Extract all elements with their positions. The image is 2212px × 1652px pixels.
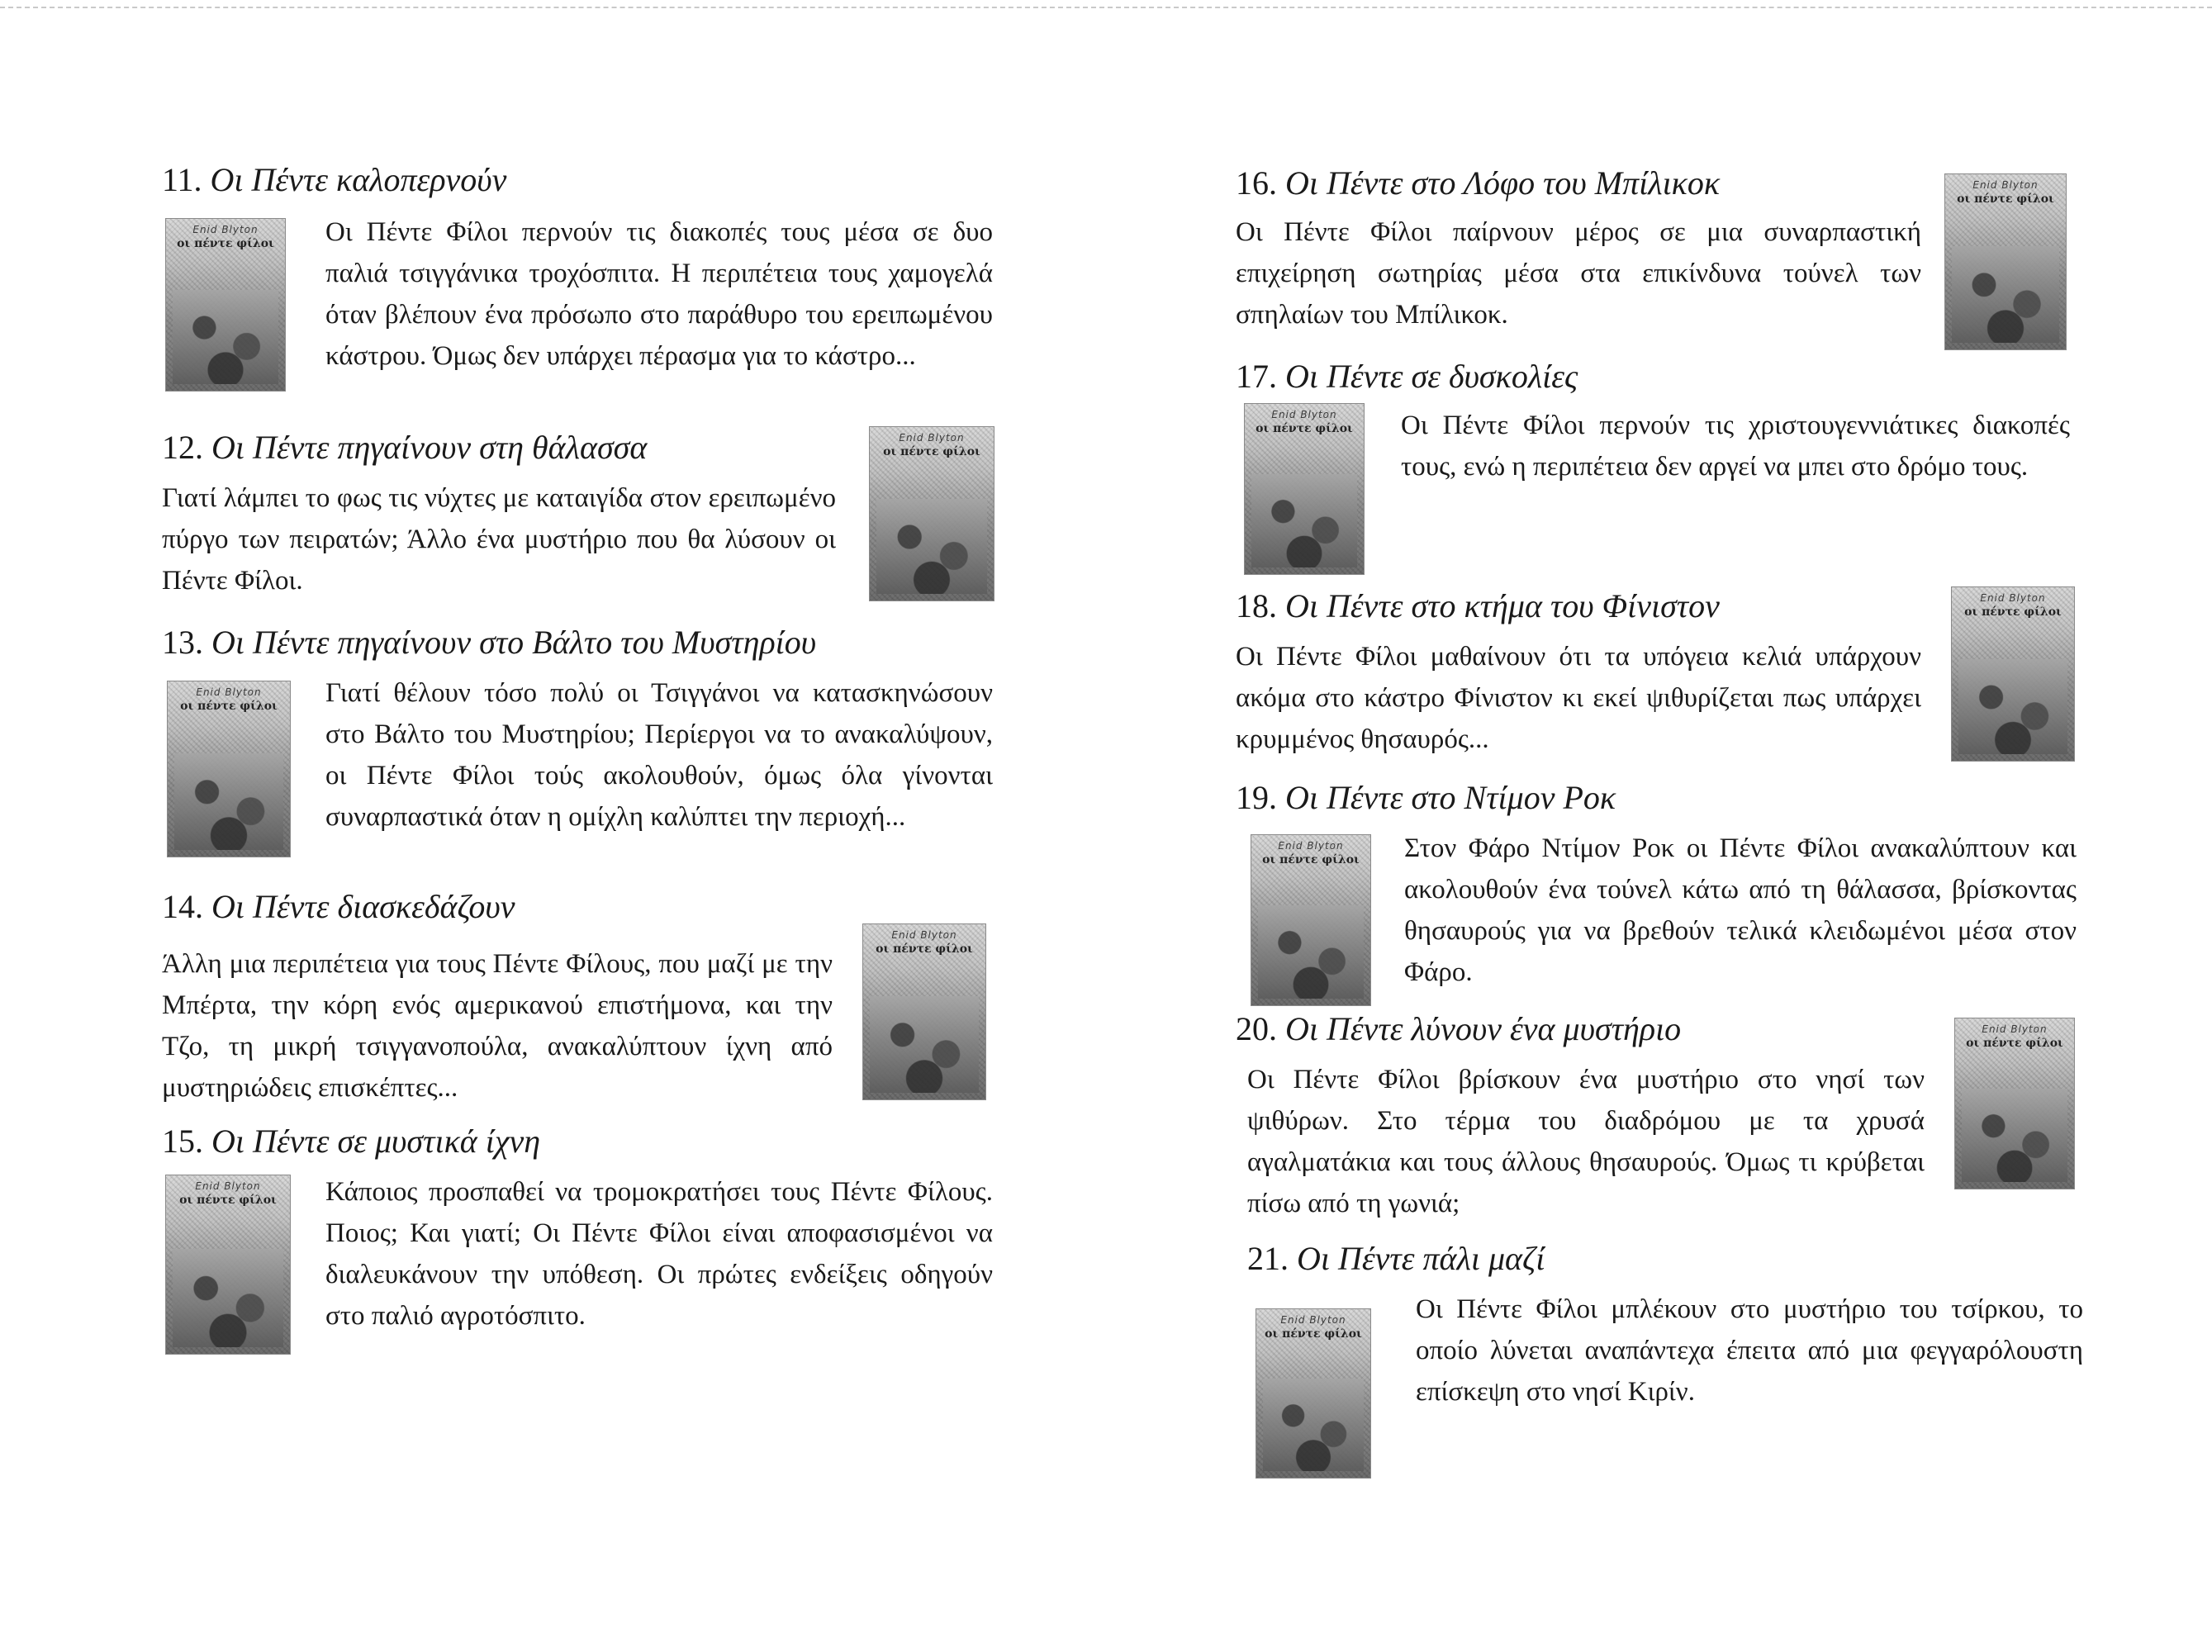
cover-series-name: οι πέντε φίλοι [1265, 1327, 1362, 1341]
book-number: 12. [162, 429, 203, 466]
cover-brand-logo: Enid Blyton [1271, 409, 1337, 420]
book-title-text: Οι Πέντε καλοπερνούν [210, 161, 507, 198]
book-entry-15 [162, 1122, 1037, 1370]
book-description: Οι Πέντε Φίλοι παίρνουν μέρος σε μια συναρπαστική επιχείρηση σωτηρίας μέσα στα επικίνδυνα τούνελ των σπηλαίων του Μπίλικοκ. [1236, 217, 1921, 330]
scan-top-edge [0, 7, 2212, 8]
book-title-text: Οι Πέντε πηγαίνουν στη θάλασσα [211, 429, 648, 466]
cover-brand-logo: Enid Blyton [1980, 592, 2046, 604]
cover-series-name: οι πέντε φίλοι [876, 942, 973, 956]
book-entry-14 [162, 887, 1037, 1102]
book-number: 17. [1236, 358, 1277, 395]
book-cover-image [1944, 173, 2067, 350]
book-title-text: Οι Πέντε στο Ντίμον Ροκ [1285, 779, 1616, 816]
cover-illustration [870, 996, 979, 1093]
book-description: Γιατί λάμπει το φως τις νύχτες με καταιγίδα στον ερειπωμένο πύργο των πειρατών; Άλλο ένα μυστήριο που θα λύσουν οι Πέντε Φίλοι. [162, 483, 836, 596]
cover-illustration [1962, 1089, 2067, 1182]
book-title [162, 1122, 540, 1161]
cover-illustration [1263, 1379, 1364, 1471]
book-title-text: Οι Πέντε σε μυστικά ίχνη [211, 1123, 541, 1160]
cover-brand-logo: Enid Blyton [192, 224, 259, 235]
cover-illustration [1251, 474, 1357, 567]
book-cover-image [869, 426, 994, 601]
book-number: 14. [162, 888, 203, 925]
book-description: Οι Πέντε Φίλοι μαθαίνουν ότι τα υπόγεια κελιά υπάρχουν ακόμα στο κάστρο Φίνιστον κι εκεί ψιθυρίζεται πως υπάρχει κρυμμένος θησαυρός... [1236, 642, 1921, 754]
cover-series-name: οι πέντε φίλοι [1262, 853, 1360, 866]
book-title [1236, 357, 1578, 396]
cover-illustration [1258, 905, 1364, 999]
cover-brand-logo: Enid Blyton [1972, 179, 2039, 191]
book-title [162, 160, 506, 200]
book-title [1236, 586, 1720, 626]
cover-brand-logo: Enid Blyton [899, 432, 965, 444]
book-title [1247, 1239, 1545, 1279]
book-description: Γιατί θέλουν τόσο πολύ οι Τσιγγάνοι να κατασκηνώσουν στο Βάλτο του Μυστηρίου; Περίεργοι να το ανακαλύψουν, οι Πέντε Φίλοι τούς ακολουθούν, όμως όλα γίνονται συναρπαστικά όταν η ομίχλη καλύπτει την περιοχή... [325, 678, 993, 832]
book-description: Οι Πέντε Φίλοι περνούν τις διακοπές τους μέσα σε δυο παλιά τσιγγάνικα τροχόσπιτα. Η περιπέτεια τους χαμογελά όταν βλέπουν ένα πρόσωπο στο παράθυρο του ερειπωμένου κάστρου. Όμως δεν υπάρχει πέρασμα για το κάστρο... [325, 217, 993, 371]
book-cover-image [1951, 586, 2075, 762]
book-cover-image [165, 1175, 291, 1355]
cover-brand-logo: Enid Blyton [1278, 840, 1344, 852]
book-entry-18 [1236, 586, 2111, 785]
book-entry-12 [162, 428, 1037, 610]
book-title-text: Οι Πέντε λύνουν ένα μυστήριο [1285, 1010, 1682, 1047]
book-title-text: Οι Πέντε πηγαίνουν στο Βάλτο του Μυστηρίου [211, 624, 817, 661]
book-cover-image [1251, 834, 1371, 1006]
cover-series-name: οι πέντε φίλοι [180, 700, 278, 713]
book-number: 21. [1247, 1240, 1289, 1277]
book-description: Οι Πέντε Φίλοι περνούν τις χριστουγεννιάτικες διακοπές τους, ενώ η περιπέτεια δεν αργεί να μπει στο δρόμο τους. [1401, 411, 2070, 482]
book-entry-11 [162, 160, 1037, 408]
book-cover-image [1954, 1018, 2075, 1189]
cover-series-name: οι πέντε φίλοι [1966, 1037, 2063, 1050]
book-cover-image [862, 923, 986, 1100]
cover-brand-logo: Enid Blyton [1280, 1314, 1346, 1326]
cover-series-name: οι πέντε φίλοι [1957, 192, 2054, 206]
book-title-text: Οι Πέντε στο κτήμα του Φίνιστον [1285, 587, 1720, 624]
book-title [162, 887, 515, 927]
book-entry-16 [1236, 164, 2111, 362]
book-number: 18. [1236, 587, 1277, 624]
cover-illustration [173, 290, 278, 384]
book-number: 11. [162, 161, 202, 198]
cover-series-name: οι πέντε φίλοι [177, 237, 274, 250]
book-number: 16. [1236, 164, 1277, 202]
book-entry-21 [1236, 1239, 2111, 1487]
cover-illustration [876, 499, 987, 595]
book-title-text: Οι Πέντε στο Λόφο του Μπίλικοκ [1285, 164, 1721, 202]
book-title [1236, 1009, 1681, 1049]
book-entry-17 [1236, 357, 2111, 572]
book-number: 19. [1236, 779, 1277, 816]
book-entry-13 [162, 623, 1037, 871]
cover-brand-logo: Enid Blyton [891, 929, 957, 941]
cover-brand-logo: Enid Blyton [195, 1180, 261, 1192]
cover-brand-logo: Enid Blyton [1982, 1023, 2048, 1035]
book-entry-19 [1236, 778, 2111, 993]
cover-illustration [173, 1249, 283, 1347]
cover-illustration [1952, 246, 2059, 343]
cover-series-name: οι πέντε φίλοι [1964, 605, 2062, 619]
book-description: Άλλη μια περιπέτεια για τους Πέντε Φίλους, που μαζί με την Μπέρτα, την κόρη ενός αμερικανού επιστήμονα, και την Τζο, τη μικρή τσιγγανοπούλα, ανακαλύπτουν ίχνη από μυστηριώδεις επισκέπτες... [162, 949, 833, 1103]
book-number: 20. [1236, 1010, 1277, 1047]
cover-series-name: οι πέντε φίλοι [883, 445, 980, 458]
cover-series-name: οι πέντε φίλοι [1256, 422, 1353, 435]
cover-brand-logo: Enid Blyton [196, 686, 262, 698]
book-description: Οι Πέντε Φίλοι μπλέκουν στο μυστήριο του τσίρκου, το οποίο λύνεται αναπάντεχα έπειτα από μια φεγγαρόλουστη επίσκεψη στο νησί Κιρίν. [1416, 1294, 2083, 1407]
book-title [162, 623, 816, 662]
book-description: Κάποιος προσπαθεί να τρομοκρατήσει τους Πέντε Φίλους. Ποιος; Και γιατί; Οι Πέντε Φίλοι είναι αποφασισμένοι να διαλευκάνουν την υπόθεση. Οι πρώτες ενδείξεις οδηγούν στο παλιό αγροτόσπιτο. [325, 1177, 993, 1331]
book-title [1236, 778, 1616, 818]
book-cover-image [167, 681, 291, 857]
cover-illustration [174, 753, 283, 850]
book-title [1236, 164, 1720, 203]
book-description: Οι Πέντε Φίλοι βρίσκουν ένα μυστήριο στο νησί των ψιθύρων. Στο τέρμα του διαδρόμου με τα χρυσά αγαλματάκια και τους άλλους θησαυρούς. Όμως τι κρύβεται πίσω από τη γωνιά; [1247, 1065, 1925, 1218]
book-title-text: Οι Πέντε σε δυσκολίες [1285, 358, 1578, 395]
book-number: 15. [162, 1123, 203, 1160]
book-cover-image [1244, 403, 1365, 575]
book-title-text: Οι Πέντε πάλι μαζί [1297, 1240, 1545, 1277]
book-cover-image [1256, 1308, 1371, 1479]
book-title-text: Οι Πέντε διασκεδάζουν [211, 888, 515, 925]
cover-illustration [1958, 659, 2067, 755]
book-title [162, 428, 647, 468]
cover-series-name: οι πέντε φίλοι [179, 1194, 277, 1207]
book-entry-20 [1236, 1009, 2111, 1224]
book-description: Στον Φάρο Ντίμον Ροκ οι Πέντε Φίλοι ανακαλύπτουν και ακολουθούν ένα τούνελ κάτω από τη θάλασσα, βρίσκοντας θησαυρούς για να βρεθούν τελικά κλειδωμένοι μέσα στον Φάρο. [1404, 833, 2077, 987]
book-number: 13. [162, 624, 203, 661]
book-cover-image [165, 218, 286, 392]
